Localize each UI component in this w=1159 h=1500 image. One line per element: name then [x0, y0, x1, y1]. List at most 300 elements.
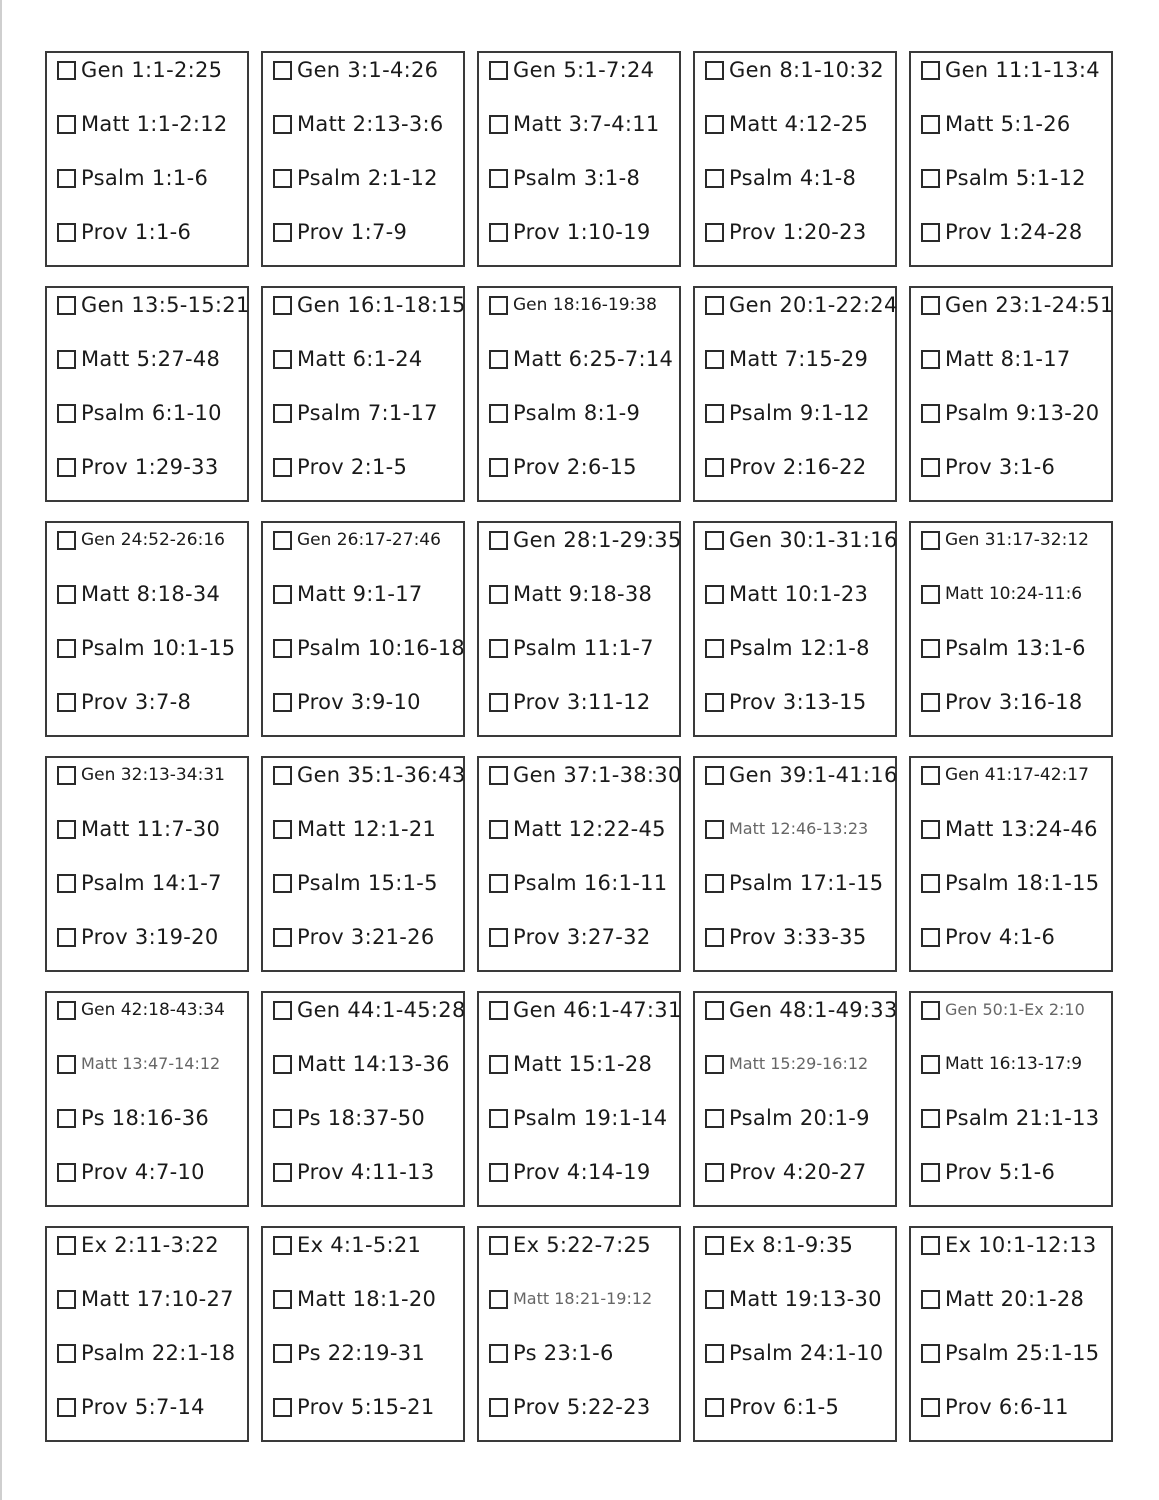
day-card: [261, 521, 465, 737]
reading-item: [921, 345, 1109, 373]
reading-item: [921, 1393, 1109, 1421]
reading-checkbox[interactable]: [705, 1055, 724, 1074]
reading-item: [273, 815, 461, 843]
reading-checkbox[interactable]: [921, 404, 940, 423]
reading-reference: Gen 1:1-2:25: [81, 58, 223, 82]
reading-checkbox[interactable]: [489, 458, 508, 477]
reading-checkbox[interactable]: [57, 585, 76, 604]
reading-reference: Ex 10:1-12:13: [945, 1233, 1097, 1257]
reading-reference: Matt 5:1-26: [945, 112, 1071, 136]
reading-item: [273, 1339, 461, 1367]
reading-item: [705, 218, 893, 246]
reading-item: [705, 1104, 893, 1132]
reading-reference: Prov 4:20-27: [729, 1160, 867, 1184]
reading-item: [489, 1339, 677, 1367]
reading-checkbox[interactable]: [921, 1001, 940, 1020]
reading-item: [705, 1339, 893, 1367]
reading-checkbox[interactable]: [705, 1290, 724, 1309]
reading-checkbox[interactable]: [273, 531, 292, 550]
reading-reference: Psalm 10:16-18: [297, 636, 466, 660]
reading-item: [705, 56, 893, 84]
reading-item: [921, 815, 1109, 843]
reading-checkbox[interactable]: [705, 874, 724, 893]
reading-reference: Gen 16:1-18:15: [297, 293, 466, 317]
reading-checkbox[interactable]: [273, 928, 292, 947]
reading-checkbox[interactable]: [57, 1163, 76, 1182]
reading-reference: Psalm 7:1-17: [297, 401, 438, 425]
reading-reference: Gen 50:1-Ex 2:10: [945, 1000, 1085, 1019]
reading-item: [705, 923, 893, 951]
day-card: [693, 991, 897, 1207]
reading-checkbox[interactable]: [489, 766, 508, 785]
reading-item: [57, 218, 245, 246]
reading-checkbox[interactable]: [57, 874, 76, 893]
reading-item: [57, 110, 245, 138]
reading-item: [57, 291, 250, 319]
reading-item: [489, 526, 682, 554]
reading-item: [921, 110, 1109, 138]
reading-item: [921, 1231, 1109, 1259]
reading-item: [489, 345, 677, 373]
reading-item: [489, 110, 677, 138]
reading-checkbox[interactable]: [273, 1163, 292, 1182]
reading-checkbox[interactable]: [273, 639, 292, 658]
reading-reference: Matt 15:29-16:12: [729, 1054, 869, 1073]
reading-checkbox[interactable]: [705, 639, 724, 658]
reading-reference: Psalm 10:1-15: [81, 636, 236, 660]
reading-item: [489, 164, 677, 192]
reading-checkbox[interactable]: [921, 693, 940, 712]
reading-checkbox[interactable]: [57, 693, 76, 712]
reading-checkbox[interactable]: [921, 1236, 940, 1255]
reading-reference: Matt 19:13-30: [729, 1287, 882, 1311]
reading-reference: Psalm 17:1-15: [729, 871, 884, 895]
reading-checkbox[interactable]: [921, 458, 940, 477]
reading-reference: Ps 22:19-31: [297, 1341, 426, 1365]
reading-reference: Gen 32:13-34:31: [81, 765, 225, 785]
reading-item: [921, 1158, 1109, 1186]
reading-checkbox[interactable]: [489, 693, 508, 712]
reading-checkbox[interactable]: [705, 928, 724, 947]
page-edge-rule: [0, 0, 2, 1500]
reading-reference: Prov 6:1-5: [729, 1395, 840, 1419]
reading-item: [57, 688, 245, 716]
reading-checkbox[interactable]: [705, 1236, 724, 1255]
reading-checkbox[interactable]: [489, 223, 508, 242]
reading-reference: Prov 3:11-12: [513, 690, 651, 714]
reading-checkbox[interactable]: [273, 223, 292, 242]
reading-checkbox[interactable]: [705, 61, 724, 80]
reading-item: [705, 1393, 893, 1421]
day-card: [261, 756, 465, 972]
day-card: [909, 51, 1113, 267]
reading-checkbox[interactable]: [921, 1163, 940, 1182]
reading-checkbox[interactable]: [489, 639, 508, 658]
reading-checkbox[interactable]: [705, 350, 724, 369]
reading-checkbox[interactable]: [489, 404, 508, 423]
reading-item: [489, 688, 677, 716]
reading-reference: Matt 6:1-24: [297, 347, 423, 371]
reading-checkbox[interactable]: [273, 115, 292, 134]
reading-reference: Psalm 22:1-18: [81, 1341, 236, 1365]
reading-checkbox[interactable]: [57, 1398, 76, 1417]
reading-checkbox[interactable]: [489, 874, 508, 893]
reading-reference: Gen 8:1-10:32: [729, 58, 884, 82]
reading-item: [273, 688, 461, 716]
reading-reference: Psalm 19:1-14: [513, 1106, 668, 1130]
reading-checkbox[interactable]: [705, 585, 724, 604]
reading-checkbox[interactable]: [705, 458, 724, 477]
reading-item: [489, 1158, 677, 1186]
reading-reference: Matt 10:24-11:6: [945, 584, 1083, 604]
reading-reference: Prov 1:7-9: [297, 220, 408, 244]
reading-checkbox[interactable]: [489, 61, 508, 80]
reading-reference: Prov 2:1-5: [297, 455, 408, 479]
reading-reference: Ps 18:37-50: [297, 1106, 426, 1130]
reading-checkbox[interactable]: [921, 1398, 940, 1417]
day-card: [477, 1226, 681, 1442]
reading-reference: Prov 4:7-10: [81, 1160, 205, 1184]
reading-reference: Matt 5:27-48: [81, 347, 221, 371]
reading-reference: Prov 5:1-6: [945, 1160, 1056, 1184]
reading-item: [57, 923, 245, 951]
reading-checkbox[interactable]: [273, 169, 292, 188]
reading-checkbox[interactable]: [57, 531, 76, 550]
reading-checkbox[interactable]: [921, 350, 940, 369]
reading-checkbox[interactable]: [489, 928, 508, 947]
reading-item: [489, 923, 677, 951]
reading-checkbox[interactable]: [921, 223, 940, 242]
reading-checkbox[interactable]: [273, 766, 292, 785]
reading-reference: Matt 15:1-28: [513, 1052, 653, 1076]
reading-reference: Matt 10:1-23: [729, 582, 869, 606]
reading-item: [273, 869, 461, 897]
reading-checkbox[interactable]: [705, 1001, 724, 1020]
reading-checkbox[interactable]: [273, 350, 292, 369]
reading-item: [921, 634, 1109, 662]
reading-checkbox[interactable]: [489, 1344, 508, 1363]
reading-checkbox[interactable]: [489, 1290, 508, 1309]
day-card: [261, 286, 465, 502]
reading-item: [705, 815, 893, 843]
reading-checkbox[interactable]: [489, 115, 508, 134]
reading-reference: Gen 44:1-45:28: [297, 998, 466, 1022]
reading-item: [705, 110, 893, 138]
reading-checkbox[interactable]: [57, 223, 76, 242]
reading-checkbox[interactable]: [489, 350, 508, 369]
day-card: [261, 991, 465, 1207]
reading-item: [489, 1231, 677, 1259]
reading-reference: Prov 3:19-20: [81, 925, 219, 949]
reading-checkbox[interactable]: [921, 115, 940, 134]
reading-checkbox[interactable]: [705, 1344, 724, 1363]
reading-checkbox[interactable]: [921, 1055, 940, 1074]
day-card: [261, 51, 465, 267]
reading-reference: Prov 4:14-19: [513, 1160, 651, 1184]
reading-reference: Prov 1:24-28: [945, 220, 1083, 244]
reading-checkbox[interactable]: [705, 1109, 724, 1128]
reading-reference: Psalm 16:1-11: [513, 871, 668, 895]
reading-checkbox[interactable]: [273, 820, 292, 839]
day-card: [909, 991, 1113, 1207]
day-card: [477, 51, 681, 267]
reading-item: [489, 1393, 677, 1421]
reading-item: [489, 634, 677, 662]
reading-item: [273, 1050, 461, 1078]
reading-checkbox[interactable]: [705, 766, 724, 785]
reading-item: [273, 634, 466, 662]
reading-checkbox[interactable]: [273, 404, 292, 423]
reading-checkbox[interactable]: [489, 585, 508, 604]
reading-checkbox[interactable]: [921, 1344, 940, 1363]
reading-checkbox[interactable]: [273, 1236, 292, 1255]
reading-checkbox[interactable]: [57, 1055, 76, 1074]
day-card: [45, 991, 249, 1207]
reading-item: [273, 291, 466, 319]
reading-checkbox[interactable]: [57, 350, 76, 369]
reading-checkbox[interactable]: [57, 1109, 76, 1128]
reading-checkbox[interactable]: [489, 1055, 508, 1074]
reading-item: [705, 996, 898, 1024]
reading-reference: Matt 8:18-34: [81, 582, 221, 606]
reading-item: [57, 1050, 245, 1078]
reading-checkbox[interactable]: [273, 1290, 292, 1309]
reading-checkbox[interactable]: [57, 404, 76, 423]
reading-reference: Matt 12:22-45: [513, 817, 666, 841]
reading-item: [273, 1231, 461, 1259]
reading-checkbox[interactable]: [57, 115, 76, 134]
reading-item: [921, 526, 1109, 554]
reading-checkbox[interactable]: [57, 458, 76, 477]
reading-item: [57, 1393, 245, 1421]
reading-reference: Matt 4:12-25: [729, 112, 869, 136]
reading-item: [57, 761, 245, 789]
reading-item: [57, 453, 245, 481]
reading-reference: Matt 12:46-13:23: [729, 819, 869, 838]
reading-checkbox[interactable]: [705, 531, 724, 550]
reading-item: [489, 815, 677, 843]
reading-reference: Gen 18:16-19:38: [513, 295, 657, 315]
reading-checkbox[interactable]: [921, 766, 940, 785]
reading-reference: Prov 3:21-26: [297, 925, 435, 949]
reading-item: [57, 526, 245, 554]
reading-item: [489, 218, 677, 246]
reading-checkbox[interactable]: [57, 928, 76, 947]
reading-item: [921, 761, 1109, 789]
reading-reference: Gen 11:1-13:4: [945, 58, 1100, 82]
reading-item: [705, 1285, 893, 1313]
reading-checkbox[interactable]: [57, 1290, 76, 1309]
reading-reference: Ex 8:1-9:35: [729, 1233, 854, 1257]
reading-checkbox[interactable]: [489, 1109, 508, 1128]
reading-item: [705, 453, 893, 481]
reading-item: [57, 1285, 245, 1313]
reading-reference: Prov 3:33-35: [729, 925, 867, 949]
reading-item: [57, 1231, 245, 1259]
reading-checkbox[interactable]: [921, 585, 940, 604]
reading-reference: Matt 12:1-21: [297, 817, 437, 841]
reading-checkbox[interactable]: [273, 61, 292, 80]
reading-checkbox[interactable]: [921, 874, 940, 893]
reading-item: [705, 345, 893, 373]
reading-reference: Matt 9:18-38: [513, 582, 653, 606]
reading-item: [273, 345, 461, 373]
reading-reference: Prov 5:7-14: [81, 1395, 205, 1419]
reading-reference: Prov 5:15-21: [297, 1395, 435, 1419]
reading-reference: Psalm 21:1-13: [945, 1106, 1100, 1130]
reading-checkbox[interactable]: [57, 639, 76, 658]
reading-item: [705, 1158, 893, 1186]
reading-checkbox[interactable]: [57, 61, 76, 80]
reading-checkbox[interactable]: [705, 693, 724, 712]
reading-item: [273, 164, 461, 192]
reading-item: [921, 453, 1109, 481]
reading-reference: Psalm 11:1-7: [513, 636, 654, 660]
reading-item: [57, 345, 245, 373]
reading-reference: Gen 23:1-24:51: [945, 293, 1114, 317]
reading-item: [921, 996, 1109, 1024]
reading-item: [705, 761, 898, 789]
day-card: [693, 521, 897, 737]
reading-reference: Matt 3:7-4:11: [513, 112, 660, 136]
reading-item: [921, 923, 1109, 951]
reading-checkbox[interactable]: [57, 1344, 76, 1363]
reading-checkbox[interactable]: [273, 1055, 292, 1074]
reading-item: [489, 1050, 677, 1078]
reading-item: [921, 1050, 1109, 1078]
reading-item: [57, 634, 245, 662]
reading-reference: Prov 3:27-32: [513, 925, 651, 949]
reading-checkbox[interactable]: [489, 296, 508, 315]
reading-item: [57, 164, 245, 192]
reading-checkbox[interactable]: [705, 1398, 724, 1417]
reading-checkbox[interactable]: [489, 1001, 508, 1020]
reading-reference: Prov 1:1-6: [81, 220, 192, 244]
reading-item: [489, 453, 677, 481]
reading-checkbox[interactable]: [921, 1290, 940, 1309]
reading-checkbox[interactable]: [489, 169, 508, 188]
day-card: [45, 521, 249, 737]
reading-checkbox[interactable]: [705, 169, 724, 188]
reading-reference: Gen 28:1-29:35: [513, 528, 682, 552]
reading-reference: Matt 2:13-3:6: [297, 112, 444, 136]
reading-item: [705, 1050, 893, 1078]
day-card: [909, 756, 1113, 972]
reading-checkbox[interactable]: [273, 1344, 292, 1363]
day-card: [45, 286, 249, 502]
reading-checkbox[interactable]: [273, 1001, 292, 1020]
reading-checkbox[interactable]: [57, 1236, 76, 1255]
day-card: [45, 756, 249, 972]
reading-item: [921, 399, 1109, 427]
reading-reference: Psalm 6:1-10: [81, 401, 222, 425]
reading-reference: Gen 31:17-32:12: [945, 530, 1089, 550]
reading-checkbox[interactable]: [273, 296, 292, 315]
reading-checkbox[interactable]: [705, 404, 724, 423]
reading-reference: Prov 2:16-22: [729, 455, 867, 479]
reading-checkbox[interactable]: [273, 585, 292, 604]
reading-item: [489, 1104, 677, 1132]
reading-checkbox[interactable]: [921, 820, 940, 839]
reading-checkbox[interactable]: [921, 1109, 940, 1128]
reading-item: [489, 761, 682, 789]
reading-checkbox[interactable]: [921, 296, 940, 315]
reading-item: [705, 164, 893, 192]
reading-checkbox[interactable]: [705, 115, 724, 134]
day-card: [693, 1226, 897, 1442]
reading-reference: Psalm 20:1-9: [729, 1106, 870, 1130]
reading-checkbox[interactable]: [921, 928, 940, 947]
reading-reference: Ps 23:1-6: [513, 1341, 614, 1365]
day-card: [693, 756, 897, 972]
reading-item: [273, 110, 461, 138]
reading-reference: Prov 3:7-8: [81, 690, 192, 714]
reading-item: [489, 1285, 677, 1313]
reading-checkbox[interactable]: [57, 766, 76, 785]
reading-checkbox[interactable]: [705, 223, 724, 242]
reading-item: [921, 1285, 1109, 1313]
reading-checkbox[interactable]: [273, 458, 292, 477]
reading-reference: Matt 8:1-17: [945, 347, 1071, 371]
reading-checkbox[interactable]: [273, 1109, 292, 1128]
reading-item: [489, 869, 677, 897]
reading-reference: Psalm 2:1-12: [297, 166, 438, 190]
reading-reference: Gen 35:1-36:43: [297, 763, 466, 787]
reading-checkbox[interactable]: [489, 820, 508, 839]
reading-item: [57, 1158, 245, 1186]
reading-reference: Psalm 25:1-15: [945, 1341, 1100, 1365]
reading-checkbox[interactable]: [273, 1398, 292, 1417]
reading-checkbox[interactable]: [57, 1001, 76, 1020]
day-card: [261, 1226, 465, 1442]
reading-checkbox[interactable]: [489, 1398, 508, 1417]
reading-reference: Matt 14:13-36: [297, 1052, 450, 1076]
reading-reference: Psalm 13:1-6: [945, 636, 1086, 660]
reading-checkbox[interactable]: [921, 531, 940, 550]
reading-reference: Gen 41:17-42:17: [945, 765, 1089, 785]
reading-checkbox[interactable]: [489, 1236, 508, 1255]
reading-reference: Psalm 5:1-12: [945, 166, 1086, 190]
reading-item: [57, 399, 245, 427]
reading-checkbox[interactable]: [489, 1163, 508, 1182]
reading-checkbox[interactable]: [273, 693, 292, 712]
reading-item: [921, 869, 1109, 897]
day-card: [45, 1226, 249, 1442]
reading-checkbox[interactable]: [489, 531, 508, 550]
reading-checkbox[interactable]: [57, 296, 76, 315]
day-card: [45, 51, 249, 267]
reading-checkbox[interactable]: [273, 874, 292, 893]
reading-checkbox[interactable]: [921, 169, 940, 188]
reading-checkbox[interactable]: [921, 61, 940, 80]
reading-checkbox[interactable]: [705, 820, 724, 839]
reading-reference: Gen 46:1-47:31: [513, 998, 682, 1022]
reading-reference: Psalm 12:1-8: [729, 636, 870, 660]
reading-item: [921, 688, 1109, 716]
reading-item: [921, 291, 1114, 319]
reading-item: [489, 580, 677, 608]
reading-checkbox[interactable]: [57, 820, 76, 839]
reading-checkbox[interactable]: [705, 1163, 724, 1182]
reading-checkbox[interactable]: [921, 639, 940, 658]
reading-reference: Matt 9:1-17: [297, 582, 423, 606]
reading-checkbox[interactable]: [705, 296, 724, 315]
reading-item: [489, 996, 682, 1024]
reading-item: [273, 399, 461, 427]
reading-reference: Psalm 9:13-20: [945, 401, 1100, 425]
day-card: [477, 756, 681, 972]
reading-checkbox[interactable]: [57, 169, 76, 188]
